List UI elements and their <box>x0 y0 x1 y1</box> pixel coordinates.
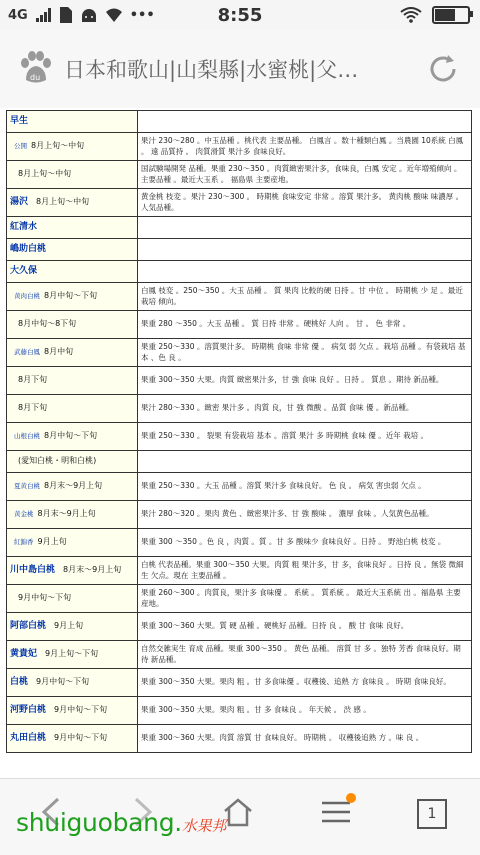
status-time: 8:55 <box>217 5 263 26</box>
menu-notification-dot <box>346 793 356 803</box>
table-row <box>7 395 472 423</box>
watermark-cn: 水果邦 <box>181 817 227 835</box>
variety-cell <box>7 311 138 339</box>
description-cell <box>138 451 472 473</box>
variety-name: 紅清水 <box>10 221 38 232</box>
variety-note: 黄金桃 <box>14 509 34 518</box>
variety-period: 9月上旬 <box>54 620 84 630</box>
battery-icon <box>432 6 470 24</box>
table-row <box>7 111 472 133</box>
variety-name: 湯沢 <box>10 196 29 207</box>
variety-name: 早生 <box>10 115 29 126</box>
variety-cell <box>7 451 138 473</box>
table-row <box>7 613 472 641</box>
peach-variety-table <box>6 110 472 753</box>
variety-cell <box>7 111 138 133</box>
table-row <box>7 641 472 669</box>
variety-note: 武藤白鳳 <box>14 347 40 356</box>
variety-period: 8月下旬 <box>18 402 48 412</box>
table-row <box>7 311 472 339</box>
tabs-button[interactable]: 1 <box>417 799 447 829</box>
variety-cell <box>7 161 138 189</box>
more-icon: ••• <box>129 7 155 23</box>
variety-period: 9月中旬～下旬 <box>54 704 108 714</box>
description-cell: 果汁 280～320 。果肉 黄色 、緻密果汁多、甘 強 酸味 。 濃厚 食味 。人気黄色品種。 <box>138 501 472 529</box>
description-cell: 果汁 280～330 。緻密 果汁多 。肉質 良，甘 強 微酸 。品質 食味 優 。新品種。 <box>138 395 472 423</box>
table-row <box>7 133 472 161</box>
variety-period: 8月下旬 <box>18 374 48 384</box>
table-row <box>7 161 472 189</box>
description-cell: 国試験場開発 品種。果重 230～350 。肉質緻密果汁多，食味良，白鳳 安定 。近年増殖傾向 。 主要品種 。最近大玉系 。 福島県 主要産地。 <box>138 161 472 189</box>
table-row <box>7 423 472 451</box>
wifi-icon <box>400 7 422 23</box>
variety-name: 白桃 <box>10 676 29 687</box>
table-row <box>7 529 472 557</box>
description-cell: 果重 300～350 大果。肉質 緻密果汁多，甘 強 食味 良好 。日持 。 質息 。期待 新品種。 <box>138 367 472 395</box>
table-row <box>7 585 472 613</box>
variety-cell <box>7 239 138 261</box>
table-row <box>7 697 472 725</box>
variety-period: 9月中旬～下旬 <box>54 732 108 742</box>
description-cell <box>138 261 472 283</box>
variety-period: (愛知白桃・明和白桃) <box>18 455 97 465</box>
variety-cell <box>7 585 138 613</box>
variety-period: 8月上旬～中旬 <box>31 140 85 150</box>
variety-cell <box>7 133 138 161</box>
variety-cell <box>7 395 138 423</box>
variety-period: 9月上旬 <box>37 536 67 546</box>
web-content[interactable] <box>0 108 480 778</box>
variety-note: 山根白桃 <box>14 431 40 440</box>
variety-note: 紅錦香 <box>14 537 34 546</box>
variety-name: 川中島白桃 <box>10 564 56 575</box>
baidu-paw-logo-icon[interactable] <box>18 50 54 86</box>
variety-cell <box>7 367 138 395</box>
description-cell: 果重 300～350 大果。果肉 粗 。甘 多 食味良 。 年天候 。 渋 感 。 <box>138 697 472 725</box>
variety-cell <box>7 557 138 585</box>
variety-name: 丸田白桃 <box>10 732 47 743</box>
variety-period: 8月上旬～中旬 <box>36 196 90 206</box>
table-row <box>7 261 472 283</box>
description-cell: 白桃 代表品種。果重 300～350 大果。肉質 粗 果汁多，甘 多，食味良好 。日持 良 。無袋 微細 生 欠点。現在 主要品種 。 <box>138 557 472 585</box>
table-row <box>7 557 472 585</box>
variety-period: 8月中旬 <box>44 346 74 356</box>
variety-period: 8月末～9月上旬 <box>63 564 122 574</box>
description-cell: 果重 300～360 大果。肉質 溶質 甘 食味良好。 時期桃 。 収穫後追熟 方 。味 良 。 <box>138 725 472 753</box>
table-row <box>7 451 472 473</box>
browser-bar <box>0 30 480 109</box>
variety-period: 8月中旬～下旬 <box>44 430 98 440</box>
description-cell: 果重 300～350 大果。果肉 粗 。甘 多食味優 。収穫後、追熟 方 食味良 。 時期 食味良好。 <box>138 669 472 697</box>
variety-period: 8月中旬～下旬 <box>44 290 98 300</box>
description-cell: 果重 280 ～350 。大玉 品種 。 質 日持 非常 。硬桃好 人向 。 甘 。 色 非常 。 <box>138 311 472 339</box>
variety-period: 9月中旬～下旬 <box>36 676 90 686</box>
variety-cell <box>7 217 138 239</box>
table-row <box>7 367 472 395</box>
description-cell: 果重 300 ～350 。色 良 ，肉質 。質 。甘 多 酸味少 食味良好 。日持 。 野池白桃 枝変 。 <box>138 529 472 557</box>
table-row <box>7 217 472 239</box>
description-cell: 果重 250～330 。 裂果 有袋栽培 基本 。溶質 果汁 多 時期桃 食味 優 。近年 栽培 。 <box>138 423 472 451</box>
variety-cell <box>7 339 138 367</box>
variety-note: 公開 <box>14 141 27 150</box>
variety-period: 9月中旬～下旬 <box>18 592 72 602</box>
table-row <box>7 669 472 697</box>
variety-cell <box>7 423 138 451</box>
status-bar <box>0 0 480 30</box>
variety-name: 黄貴妃 <box>10 648 38 659</box>
variety-period: 8月末～9月上旬 <box>37 508 96 518</box>
site-watermark <box>16 808 226 837</box>
variety-cell <box>7 697 138 725</box>
variety-cell <box>7 283 138 311</box>
watermark-latin: shuiguobang. <box>16 808 182 837</box>
description-cell: 自然交雑実生 育成 品種。果重 300～350 。 黄色 品種。 溶質 甘 多 。独特 芳香 食味良好。期待 新品種。 <box>138 641 472 669</box>
variety-name: 嶋助白桃 <box>10 243 47 254</box>
description-cell: 果重 250～330 。大玉 品種 。溶質 果汁多 食味良好。 色 良 。 病気 害虫弱 欠点 。 <box>138 473 472 501</box>
variety-cell <box>7 669 138 697</box>
variety-cell <box>7 189 138 217</box>
table-row <box>7 189 472 217</box>
table-row <box>7 501 472 529</box>
home-icon[interactable] <box>222 797 254 827</box>
variety-name: 河野白桃 <box>10 704 47 715</box>
description-cell <box>138 239 472 261</box>
description-cell: 黄金桃 枝変 。果汁 230～300 。 時期桃 食味安定 非常 。溶質 果汁多。 黄肉桃 酸味 味濃厚 。人気品種。 <box>138 189 472 217</box>
variety-cell <box>7 529 138 557</box>
description-cell: 果重 250～330 。溶質果汁多。 時期桃 食味 非常 優 。 病気 弱 欠点 。栽培 品種 。有袋栽培 基本 、色 良 。 <box>138 339 472 367</box>
variety-cell <box>7 501 138 529</box>
description-cell: 果重 260～300 。肉質良，果汁多 食味優 。 系統 。 質系統 。 最近大玉系統 出 。福島県 主要産地。 <box>138 585 472 613</box>
refresh-icon[interactable] <box>426 52 460 86</box>
variety-period: 9月上旬～下旬 <box>45 648 99 658</box>
description-cell <box>138 217 472 239</box>
variety-note: 夏黄白桃 <box>14 481 40 490</box>
variety-period: 8月中旬～8下旬 <box>18 318 77 328</box>
table-row <box>7 725 472 753</box>
variety-cell <box>7 473 138 501</box>
table-row <box>7 239 472 261</box>
variety-cell <box>7 613 138 641</box>
network-type: 4G <box>8 7 28 23</box>
page-title[interactable]: 日本和歌山|山梨縣|水蜜桃|父… <box>64 58 359 82</box>
description-cell: 果重 300～360 大果。質 硬 品種 。硬桃好 品種。日持 良 。 酸 甘 食味 良好。 <box>138 613 472 641</box>
description-cell <box>138 111 472 133</box>
variety-name: 阿部白桃 <box>10 620 47 631</box>
table-row <box>7 473 472 501</box>
svg-text:du: du <box>30 73 41 82</box>
table-row <box>7 283 472 311</box>
variety-cell <box>7 261 138 283</box>
description-cell: 果汁 230～280 。中玉品種 。桃代表 主要品種。 白鳳言 。数十種類白鳳 。当農園 10系統 白鳳 。 遠 品質持 。 肉質滑質 果汁多 食味良好。 <box>138 133 472 161</box>
variety-cell <box>7 725 138 753</box>
variety-cell <box>7 641 138 669</box>
variety-name: 大久保 <box>10 265 38 276</box>
variety-period: 8月末～9月上旬 <box>44 480 103 490</box>
status-right <box>400 6 470 24</box>
variety-note: 黄肉白桃 <box>14 291 40 300</box>
description-cell: 白鳳 枝変 。250～350 。大玉 品種 。 質 果肉 比較的硬 日持 。甘 中位 。 時期桃 少 足 。最近 栽培 傾向。 <box>138 283 472 311</box>
variety-period: 8月上旬～中旬 <box>18 168 72 178</box>
table-row <box>7 339 472 367</box>
